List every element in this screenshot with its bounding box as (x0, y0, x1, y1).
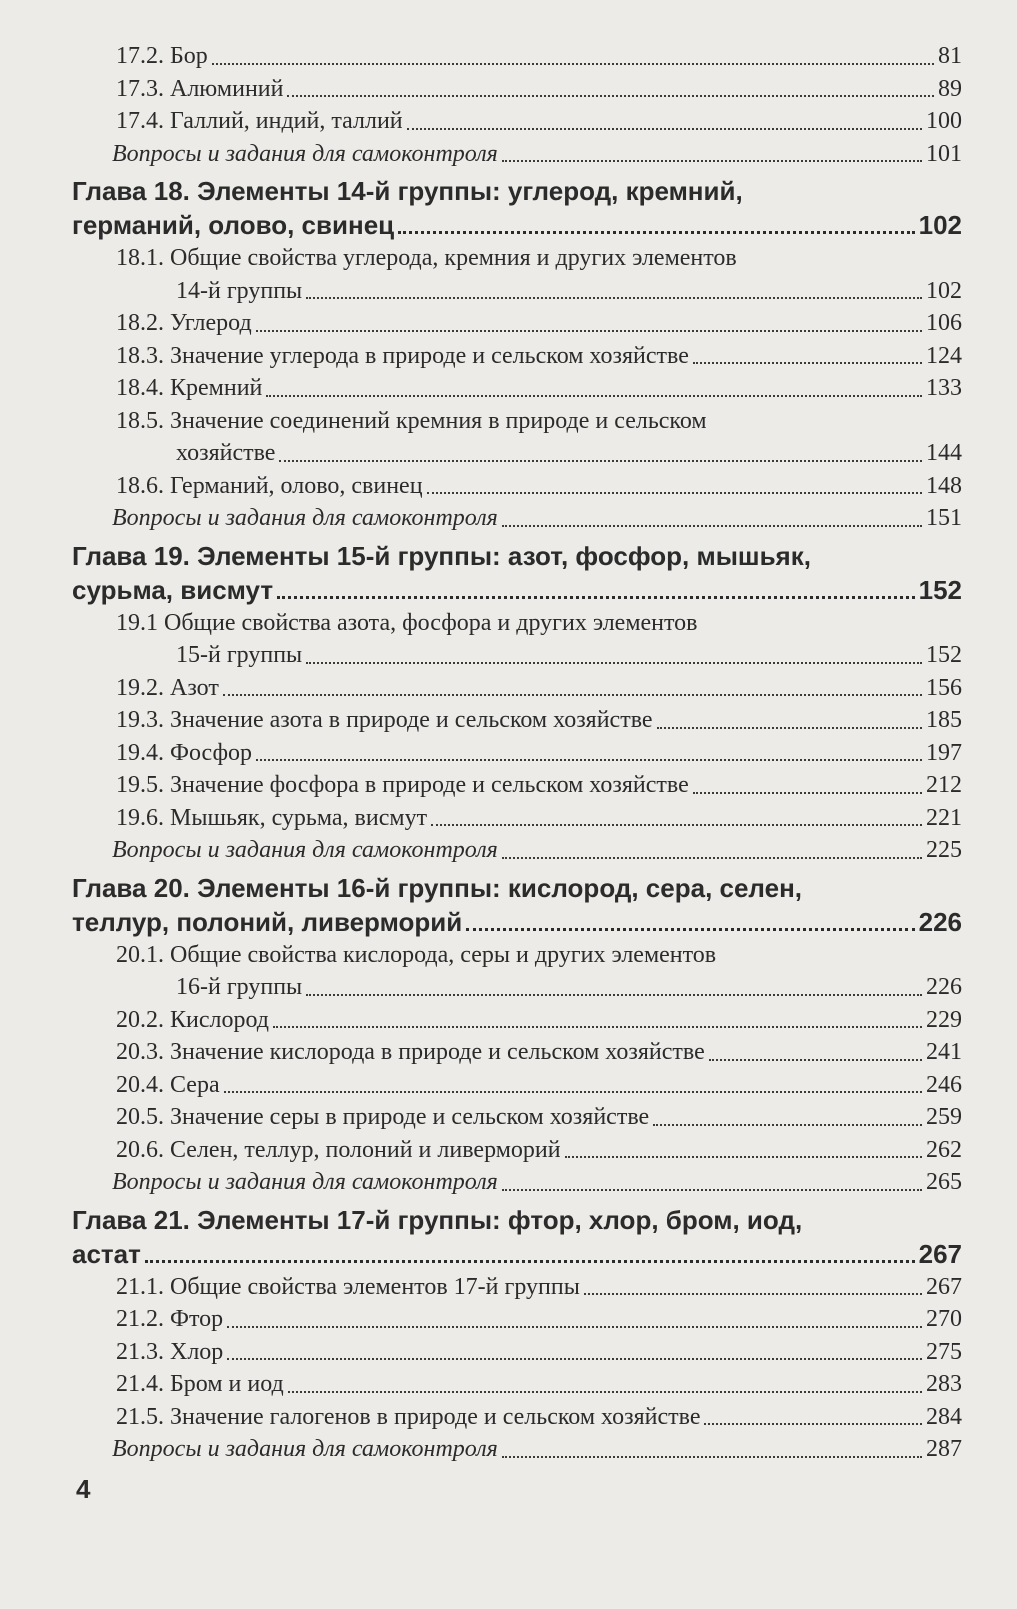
toc-entry: 18.2. Углерод 106 (116, 310, 962, 336)
toc-questions-entry: Вопросы и задания для самоконтроля 151 (112, 505, 962, 531)
toc-questions-entry: Вопросы и задания для самоконтроля 101 (112, 140, 962, 167)
leader-dots (145, 1260, 915, 1263)
leader-dots (709, 1059, 922, 1061)
toc-entry: 20.1. Общие свойства кислорода, серы и других элементов (116, 941, 717, 968)
leader-dots (407, 128, 922, 130)
chapter-heading: Глава 21. Элементы 17-й группы: фтор, хлор, бром, иод, (72, 1204, 803, 1235)
toc-entry: 18.5. Значение соединений кремния в природе и сельском (116, 407, 707, 434)
toc-entry: 20.4. Сера 246 (116, 1071, 962, 1098)
toc-entry: 21.4. Бром и иод 283 (116, 1371, 962, 1397)
leader-dots (306, 297, 922, 299)
leader-dots (306, 994, 922, 996)
chapter-heading: Глава 20. Элементы 16-й группы: кислород, сера, селен, (72, 872, 802, 903)
leader-dots (279, 460, 922, 462)
leader-dots (427, 492, 922, 494)
toc-entry: 21.1. Общие свойства элементов 17-й группы 267 (116, 1273, 962, 1300)
toc-entry: 21.5. Значение галогенов в природе и сельском хозяйстве 284 (116, 1403, 962, 1430)
leader-dots (584, 1293, 922, 1295)
toc-entry: 19.1 Общие свойства азота, фосфора и других элементов (116, 609, 698, 636)
toc-entry: 20.3. Значение кислорода в природе и сельском хозяйстве 241 (116, 1039, 962, 1065)
toc-entry-continuation: хозяйстве 144 (176, 440, 962, 466)
leader-dots (704, 1423, 922, 1425)
leader-dots (223, 694, 922, 696)
toc-entry: 17.2. Бор 81 (116, 43, 962, 69)
leader-dots (224, 1091, 922, 1093)
leader-dots (306, 662, 922, 664)
toc-entry: 17.4. Галлий, индий, таллий 100 (116, 108, 962, 134)
leader-dots (502, 160, 922, 162)
toc-entry: 17.3. Алюминий 89 (116, 75, 962, 102)
leader-dots (266, 395, 922, 397)
chapter-heading-line2: германий, олово, свинец 102 (72, 210, 962, 240)
leader-dots (212, 63, 934, 65)
toc-entry: 18.6. Германий, олово, свинец 148 (116, 472, 962, 499)
leader-dots (431, 824, 922, 826)
leader-dots (653, 1124, 922, 1126)
toc-entry: 20.6. Селен, теллур, полоний и ливерморий 262 (116, 1136, 962, 1163)
toc-entry: 21.3. Хлор 275 (116, 1338, 962, 1365)
leader-dots (502, 1189, 922, 1191)
toc-entry-continuation: 15-й группы 152 (176, 642, 962, 668)
chapter-heading-line2: сурьма, висмут 152 (72, 574, 962, 605)
chapter-heading: Глава 18. Элементы 14-й группы: углерод, кремний, (72, 176, 743, 206)
leader-dots (227, 1358, 922, 1360)
toc-entry: 20.5. Значение серы в природе и сельском хозяйстве 259 (116, 1104, 962, 1130)
leader-dots (502, 1456, 922, 1458)
toc-entry: 18.3. Значение углерода в природе и сельском хозяйстве 124 (116, 342, 962, 369)
toc-entry-continuation: 14-й группы 102 (176, 277, 962, 304)
leader-dots (502, 857, 922, 859)
toc-entry: 18.1. Общие свойства углерода, кремния и других элементов (116, 245, 737, 271)
toc-entry: 19.6. Мышьяк, сурьма, висмут 221 (116, 804, 962, 831)
leader-dots (657, 727, 922, 729)
chapter-heading-line2: теллур, полоний, ливерморий 226 (72, 906, 962, 937)
toc-questions-entry: Вопросы и задания для самоконтроля 287 (112, 1436, 962, 1462)
leader-dots (502, 525, 922, 527)
leader-dots (273, 1026, 922, 1028)
leader-dots (256, 759, 922, 761)
leader-dots (288, 1391, 922, 1393)
leader-dots (398, 231, 914, 234)
leader-dots (227, 1326, 922, 1328)
toc-entry: 19.3. Значение азота в природе и сельском хозяйстве 185 (116, 707, 962, 733)
toc-entry: 19.5. Значение фосфора в природе и сельском хозяйстве 212 (116, 772, 962, 798)
leader-dots (693, 792, 922, 794)
chapter-heading: Глава 19. Элементы 15-й группы: азот, фосфор, мышьяк, (72, 540, 811, 571)
toc-questions-entry: Вопросы и задания для самоконтроля 225 (112, 837, 962, 863)
toc-entry: 19.4. Фосфор 197 (116, 739, 962, 766)
toc-questions-entry: Вопросы и задания для самоконтроля 265 (112, 1169, 962, 1195)
toc-entry: 18.4. Кремний 133 (116, 375, 962, 401)
leader-dots (277, 596, 915, 599)
leader-dots (565, 1156, 922, 1158)
leader-dots (287, 95, 934, 97)
toc-entry: 20.2. Кислород 229 (116, 1006, 962, 1033)
toc-entry: 21.2. Фтор 270 (116, 1306, 962, 1332)
table-of-contents (72, 40, 962, 1466)
leader-dots (466, 928, 914, 931)
toc-entry: 19.2. Азот 156 (116, 674, 962, 701)
leader-dots (693, 362, 922, 364)
toc-entry-continuation: 16-й группы 226 (176, 974, 962, 1000)
leader-dots (256, 330, 922, 332)
page-number: 4 (76, 1474, 91, 1504)
chapter-heading-line2: астат 267 (72, 1238, 962, 1269)
